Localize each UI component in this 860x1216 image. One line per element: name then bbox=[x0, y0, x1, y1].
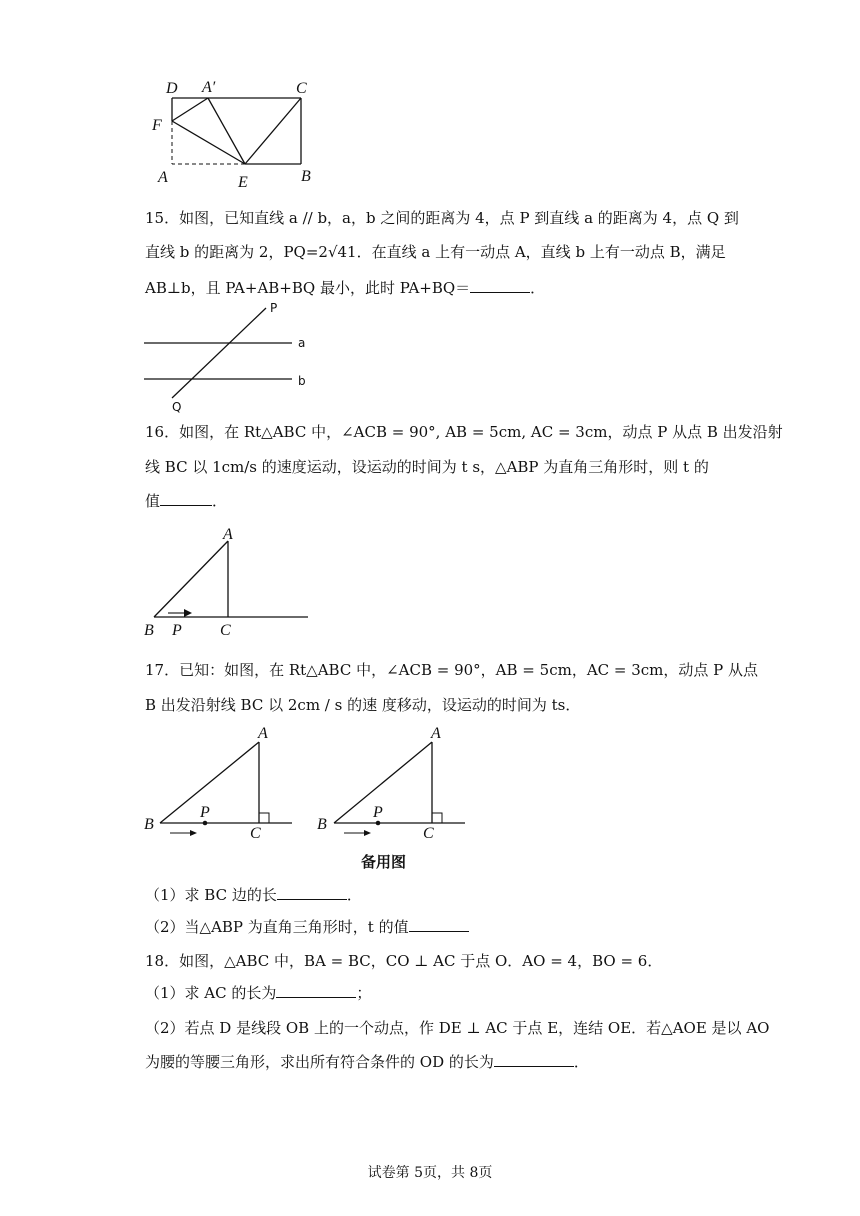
label-C: C bbox=[220, 622, 231, 639]
q18-text-line-1: 18．如图，△ABC 中，BA = BC，CO ⊥ AC 于点 O．AO = 4，BO = 6． bbox=[145, 952, 663, 970]
figure-rectangle-fold bbox=[140, 76, 330, 192]
q18-sub1-end: ； bbox=[356, 984, 372, 1002]
label-A-left: A bbox=[258, 725, 268, 742]
label-B: B bbox=[301, 168, 311, 185]
q16-text-line-1: 16．如图，在 Rt△ABC 中，∠ACB = 90°, AB = 5cm, AC = 3cm，动点 P 从点 B 出发沿射 bbox=[145, 423, 783, 441]
q17-sub1 bbox=[145, 884, 362, 906]
label-P-left: P bbox=[200, 804, 210, 821]
q18-sub2-line-1: （2）若点 D 是线段 OB 上的一个动点，作 DE ⊥ AC 于点 E，连结 OE．若△AOE 是以 AO bbox=[145, 1019, 770, 1037]
figure-caption-spare: 备用图 bbox=[361, 853, 407, 871]
label-A-prime: A′ bbox=[202, 79, 216, 96]
q15-text-line-3-start: AB⊥b，且 PA+AB+BQ 最小，此时 PA+BQ＝ bbox=[145, 279, 471, 297]
q15-text-line-1: 15．如图，已知直线 a // b，a，b 之间的距离为 4，点 P 到直线 a 的距离为 4，点 Q 到 bbox=[145, 209, 739, 227]
label-C-left: C bbox=[250, 825, 261, 842]
label-P-right: P bbox=[373, 804, 383, 821]
q18-sub2-end: ． bbox=[573, 1053, 589, 1071]
q18-sub2-text: 为腰的等腰三角形，求出所有符合条件的 OD 的长为 bbox=[145, 1053, 494, 1071]
figure-triangle-q16 bbox=[140, 522, 315, 644]
q17-sub1-end: ． bbox=[346, 886, 362, 904]
label-D: D bbox=[166, 80, 178, 97]
q15-text-line-3 bbox=[145, 277, 545, 299]
label-E: E bbox=[238, 174, 248, 191]
label-P: P bbox=[172, 622, 182, 639]
q15-answer-blank[interactable] bbox=[470, 277, 530, 293]
label-B-left: B bbox=[144, 816, 154, 833]
label-C: C bbox=[296, 80, 307, 97]
q15-text-line-3-end: ． bbox=[530, 279, 546, 297]
q18-sub1 bbox=[145, 982, 371, 1004]
q18-sub1-answer-blank[interactable] bbox=[276, 982, 356, 998]
q17-sub2-text: （2）当△ABP 为直角三角形时，t 的值 bbox=[145, 918, 409, 936]
q18-sub2-line-2 bbox=[145, 1051, 589, 1073]
q17-sub1-answer-blank[interactable] bbox=[277, 884, 347, 900]
figure-triangles-q17 bbox=[140, 722, 480, 844]
label-A: A bbox=[158, 169, 168, 186]
q18-sub2-answer-blank[interactable] bbox=[494, 1051, 574, 1067]
label-F: F bbox=[152, 117, 162, 134]
q17-text-line-1: 17．已知：如图，在 Rt△ABC 中，∠ACB = 90°，AB = 5cm，AC = 3cm，动点 P 从点 bbox=[145, 661, 759, 679]
page-footer: 试卷第 5页，共 8页 bbox=[367, 1165, 493, 1181]
q16-text-line-3-start: 值 bbox=[145, 492, 161, 510]
q16-text-line-2: 线 BC 以 1cm/s 的速度运动，设运动的时间为 t s，△ABP 为直角三角形时，则 t 的 bbox=[145, 458, 709, 476]
label-C-right: C bbox=[423, 825, 434, 842]
label-A: A bbox=[223, 526, 233, 543]
q17-text-line-2: B 出发沿射线 BC 以 2cm / s 的速 度移动，设运动的时间为 ts． bbox=[145, 696, 581, 714]
q17-sub1-text: （1）求 BC 边的长 bbox=[145, 886, 277, 904]
q17-sub2 bbox=[145, 916, 469, 938]
label-Q: Q bbox=[172, 400, 182, 414]
q18-sub1-text: （1）求 AC 的长为 bbox=[145, 984, 277, 1002]
figure-parallel-lines bbox=[140, 298, 320, 416]
q17-sub2-answer-blank[interactable] bbox=[409, 916, 469, 932]
q15-text-line-2: 直线 b 的距离为 2，PQ=2√41．在直线 a 上有一动点 A，直线 b 上有一动点 B，满足 bbox=[145, 243, 726, 261]
q16-answer-blank[interactable] bbox=[160, 490, 212, 506]
label-B-right: B bbox=[317, 816, 327, 833]
label-b: b bbox=[298, 374, 306, 388]
label-B: B bbox=[144, 622, 154, 639]
label-a: a bbox=[298, 336, 306, 350]
q16-text-line-3 bbox=[145, 490, 227, 512]
q16-text-line-3-end: ． bbox=[212, 492, 228, 510]
label-A-right: A bbox=[431, 725, 441, 742]
label-P: P bbox=[270, 301, 278, 315]
